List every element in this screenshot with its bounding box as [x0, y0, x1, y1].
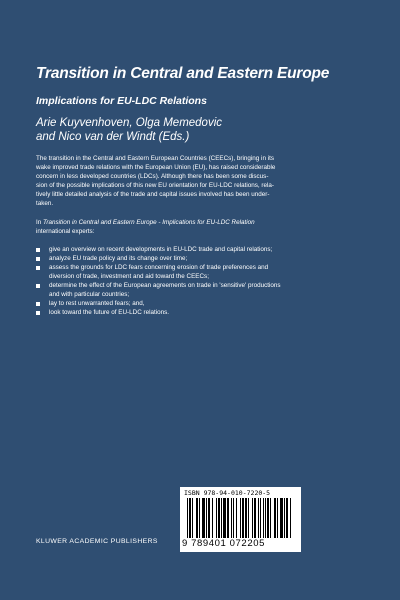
publisher-name: KLUWER ACADEMIC PUBLISHERS — [36, 538, 158, 545]
bullet-item — [36, 308, 368, 317]
bullet-line: and with particular countries; — [49, 291, 130, 299]
editors-line-1: Arie Kuyvenhoven, Olga Memedovic — [36, 117, 223, 129]
bullet-marker-icon — [36, 284, 40, 288]
bullet-item — [36, 299, 368, 308]
isbn-barcode — [180, 487, 301, 552]
blurb-line: taken. — [36, 200, 54, 208]
editors-line-2: and Nico van der Windt (Eds.) — [36, 131, 190, 143]
bullet-list — [36, 245, 368, 318]
bullet-item — [36, 281, 368, 299]
book-editors — [36, 116, 376, 144]
bullet-marker-icon — [36, 302, 40, 306]
blurb-paragraph-1 — [36, 154, 368, 209]
blurb — [36, 154, 368, 318]
bullet-item — [36, 245, 368, 254]
bullet-line: lay to rest unwarranted fears; and, — [49, 300, 145, 308]
book-title: Transition in Central and Eastern Europe — [36, 65, 330, 82]
blurb-line: The transition in the Central and Eastern European Countries (CEECs), bringing in its — [36, 155, 275, 162]
intro-prefix: In — [36, 218, 44, 226]
bullet-line: give an overview on recent developments in EU-LDC trade and capital relations; — [49, 245, 273, 253]
bullet-item — [36, 263, 368, 281]
bullet-line: diversion of trade, investment and aid toward the CEECs; — [49, 273, 209, 281]
intro-suffix: international experts: — [36, 227, 95, 235]
blurb-paragraph-2 — [36, 218, 368, 236]
blurb-line: wake improved trade relations with the European Union (EU), has raised considerable — [36, 164, 276, 172]
bullet-marker-icon — [36, 311, 40, 315]
bullet-marker-icon — [36, 257, 40, 261]
bullet-marker-icon — [36, 248, 40, 252]
barcode-icon — [186, 498, 296, 538]
book-subtitle: Implications for EU-LDC Relations — [36, 95, 207, 107]
bullet-line: look toward the future of EU-LDC relations. — [49, 309, 170, 317]
blurb-line: tively little detailed analysis of the trade and capital issues involved has been under- — [36, 191, 270, 199]
blurb-line: sion of the possible implications of this new EU orientation for EU-LDC relations, rela- — [36, 182, 274, 190]
bullet-line: assess the grounds for LDC fears concerning erosion of trade preferences and — [49, 263, 269, 271]
bullet-line: analyze EU trade policy and its change over time; — [49, 254, 188, 262]
intro-line — [36, 218, 368, 227]
bullet-item — [36, 254, 368, 263]
blurb-line: concern in less developed countries (LDCs). Although there has been some discus- — [36, 173, 269, 181]
bullet-marker-icon — [36, 266, 40, 270]
barcode-digits: 9 789401 072205 — [182, 538, 265, 549]
bullet-line: determine the effect of the European agreements on trade in 'sensitive' productions — [49, 282, 281, 290]
isbn-number: ISBN 978-94-010-7220-5 — [184, 489, 271, 497]
intro-book-title: Transition in Central and Eastern Europe - Implications for EU-LDC Relation — [43, 218, 255, 226]
